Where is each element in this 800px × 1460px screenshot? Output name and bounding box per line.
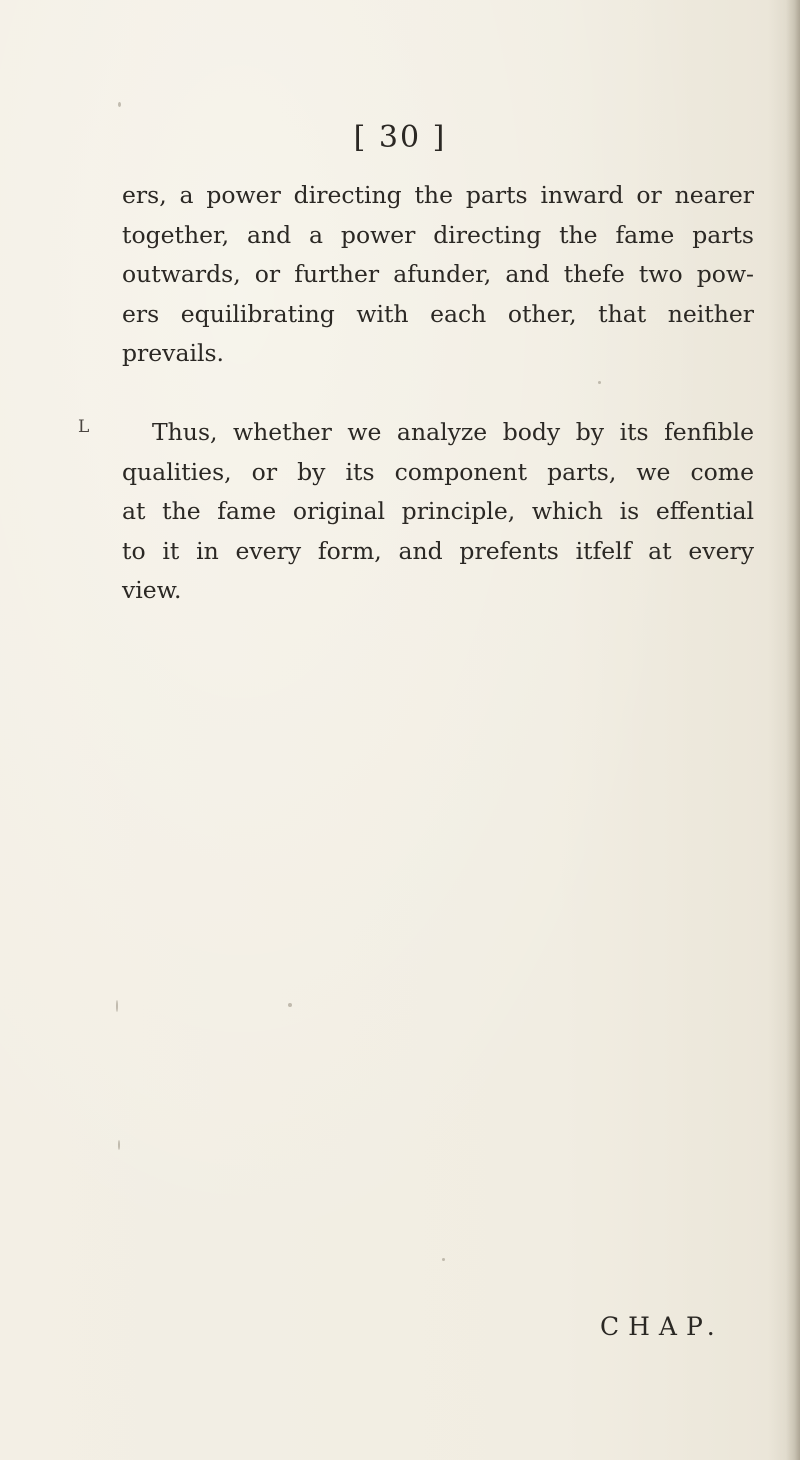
- text-line: to it in every form, and prefents itfelf at every: [122, 536, 754, 565]
- paragraph-1: [122, 176, 754, 374]
- paper-speck: [598, 381, 601, 384]
- text-line: ers equilibrating with each other, that neither: [122, 299, 754, 328]
- text-line: at the fame original principle, which is effential: [122, 497, 754, 525]
- text-line: Thus, whether we analyze body by its fenfible: [152, 418, 754, 446]
- text-line: ers, a power directing the parts inward or nearer: [122, 181, 754, 209]
- text-line: qualities, or by its component parts, we come: [122, 457, 754, 486]
- paper-speck: [442, 1258, 445, 1261]
- page-edge-shadow: [786, 0, 800, 1460]
- paragraph-2: [122, 413, 754, 611]
- catchword: CHAP.: [600, 1312, 724, 1341]
- paper-speck: [288, 1003, 292, 1007]
- paper-speck: [118, 102, 121, 107]
- page-number: [ 30 ]: [353, 120, 447, 155]
- margin-mark: L: [78, 417, 90, 437]
- paper-speck: [116, 1000, 118, 1012]
- text-line: outwards, or further afunder, and thefe two pow-: [122, 260, 754, 288]
- text-line: prevails.: [122, 339, 225, 367]
- text-line: together, and a power directing the fame parts: [122, 220, 754, 249]
- text-line: view.: [122, 576, 182, 604]
- paper-speck: [118, 1140, 120, 1150]
